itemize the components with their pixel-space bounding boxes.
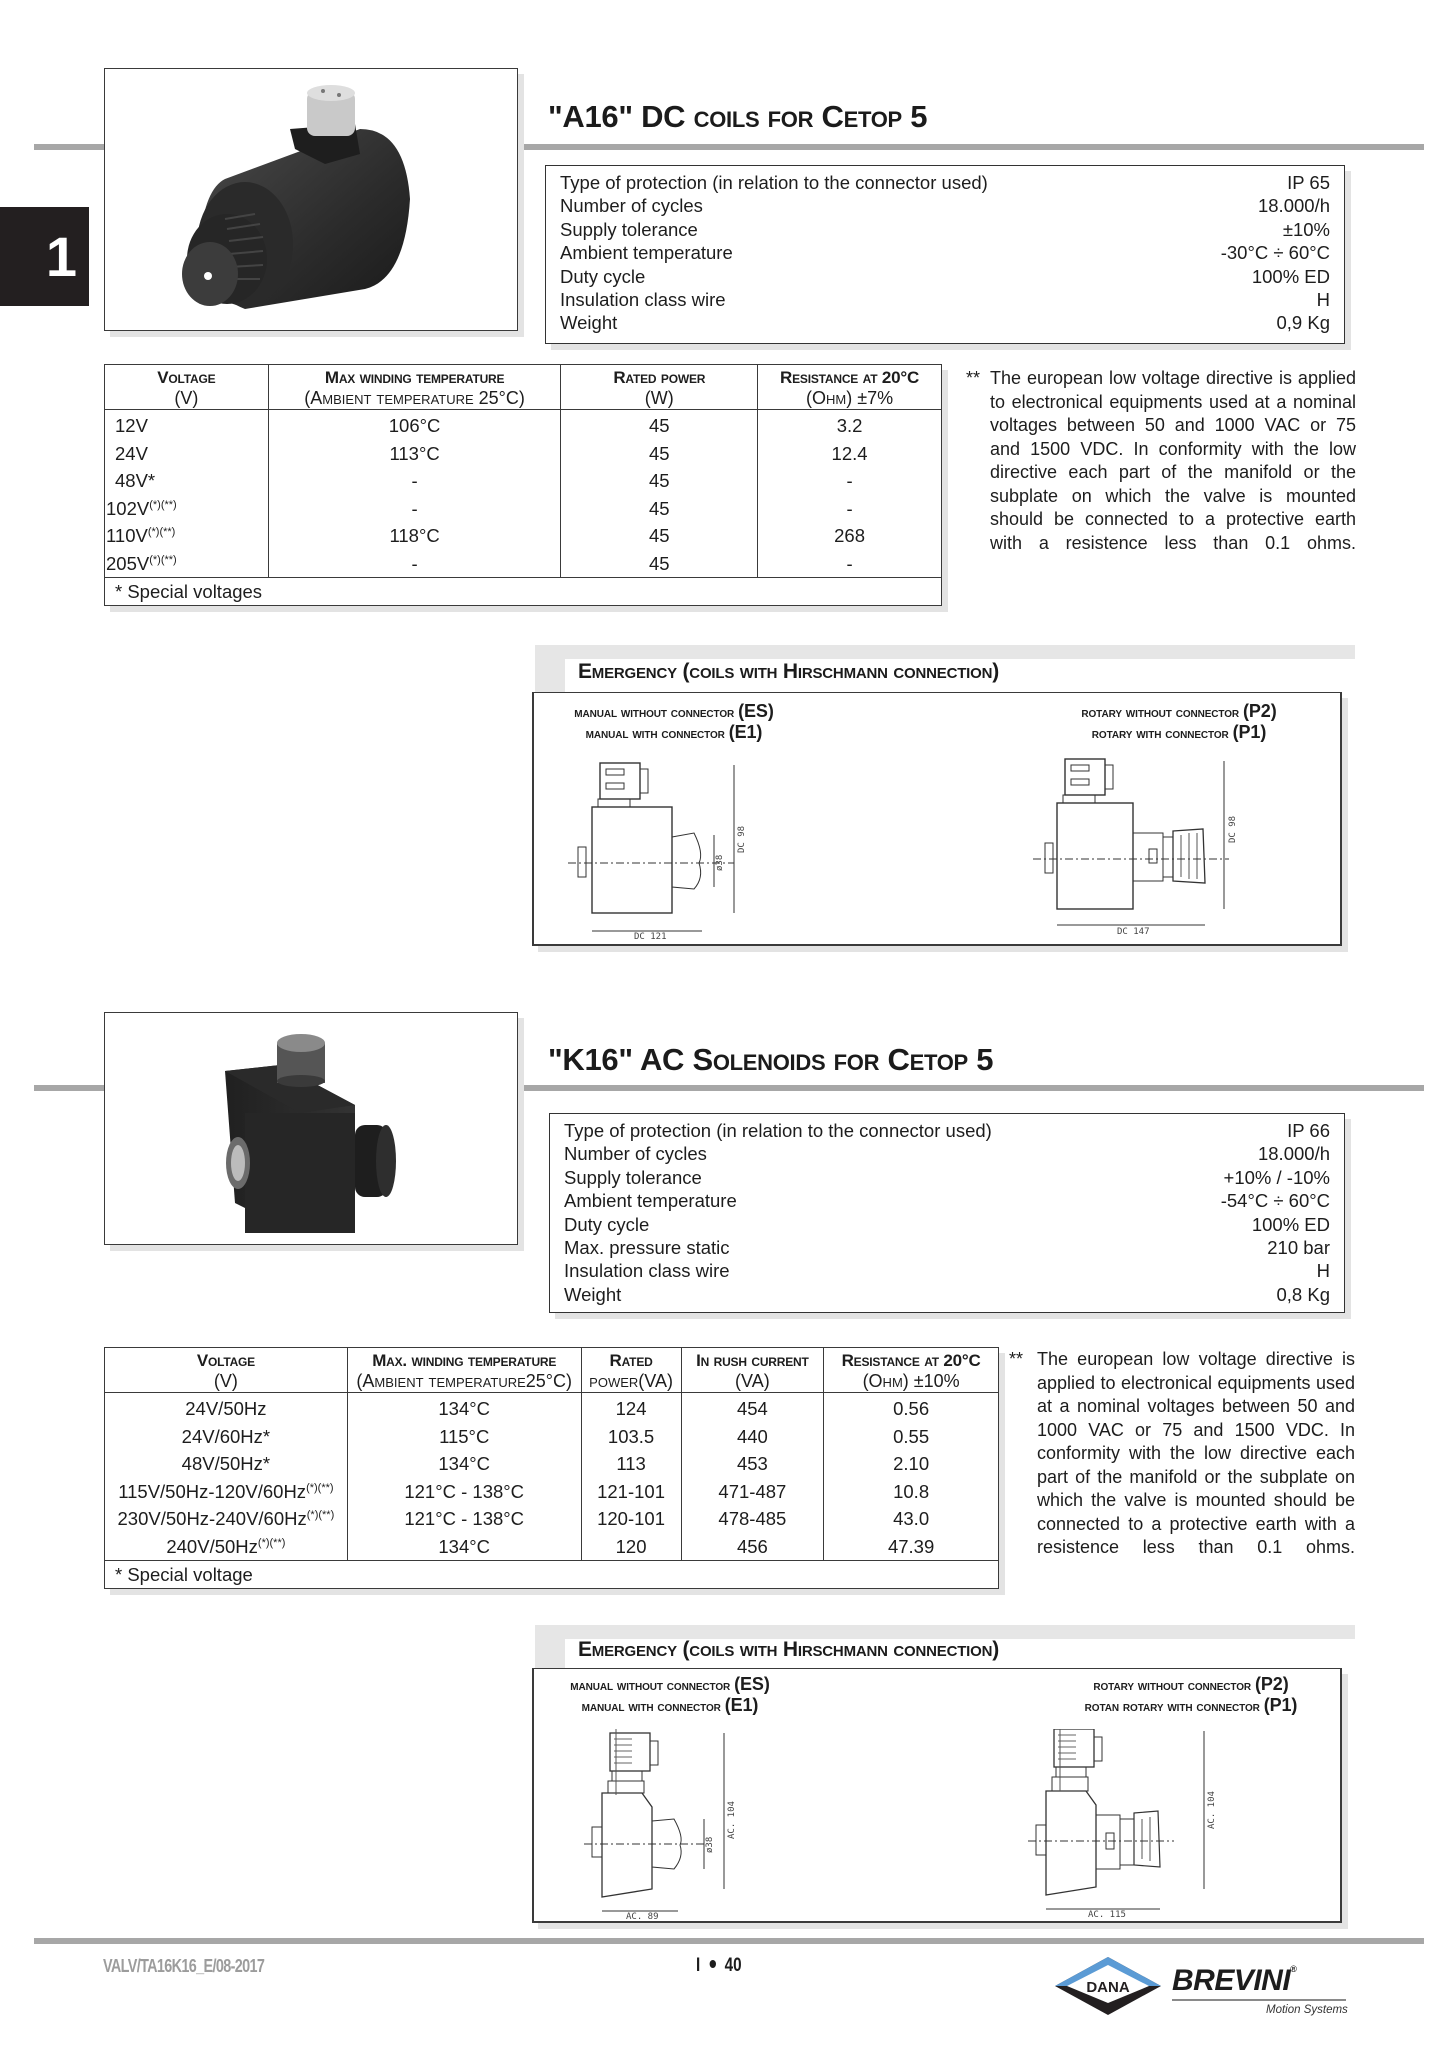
table-row: [105, 1423, 999, 1451]
column-header-unit: (Ambient temperature 25°C): [304, 388, 525, 408]
cell-voltage: [105, 1478, 348, 1506]
footer-rule: [34, 1938, 1424, 1944]
spec-row: [560, 218, 1330, 241]
inrush-value: 454: [736, 1398, 768, 1419]
k16-title-type: AC: [639, 1042, 685, 1077]
voltage-value: 115V/50Hz-120V/60Hz: [118, 1480, 307, 1502]
cell-temp: [347, 1533, 581, 1561]
column-header-title: Rated power: [613, 368, 706, 387]
voltage-value: 12V: [115, 415, 148, 436]
page-number-value: 40: [724, 1955, 742, 1976]
spec-label: Weight: [564, 1283, 622, 1305]
table-header-row: [105, 365, 942, 410]
column-header: [268, 365, 561, 410]
a16-right-caption: [1064, 701, 1294, 743]
spec-row: [564, 1166, 1330, 1189]
spec-label: Max. pressure static: [564, 1237, 730, 1259]
power-value: 120: [615, 1535, 647, 1557]
cell-inrush: [681, 1533, 824, 1561]
caption-code: (P2): [1255, 1674, 1289, 1694]
a16-title-cetop: Cetop 5: [821, 99, 928, 134]
column-header-unit: (W): [644, 388, 674, 408]
dim-height: AC. 104: [727, 1801, 737, 1839]
caption-text: manual without connector: [574, 705, 735, 721]
spec-label: Insulation class wire: [564, 1260, 730, 1282]
cell-power: [581, 1505, 681, 1533]
resistance-value: -: [846, 470, 853, 491]
document-code: VALV/TA16K16_E/08-2017: [103, 1956, 265, 1976]
spec-row: [564, 1119, 1330, 1142]
dim-diameter: ø38: [715, 854, 725, 871]
note-text: The european low voltage directive is applied to electronical equipments used at a nominal voltages between 50 and 1000 VAC or 75 and 1500 VDC. In conformity with the low directive each part of the manifold or the subplate on which the valve is mounted should be connected to a protective earth with a resistence less than 0.1 ohms.: [1037, 1349, 1355, 1557]
voltage-value: 24V/60Hz*: [181, 1425, 271, 1447]
dim-diameter: ø38: [705, 1836, 715, 1853]
table-row: [105, 1505, 999, 1533]
spec-row: [564, 1189, 1330, 1212]
cell-voltage: [105, 1450, 348, 1478]
cell-temp: [268, 522, 561, 550]
cell-inrush: [681, 1450, 824, 1478]
a16-manual-emergency-drawing: [554, 753, 764, 943]
spec-row: [564, 1142, 1330, 1165]
inrush-value: 440: [736, 1425, 768, 1447]
logo-divider: [1172, 1999, 1346, 2001]
column-header-title: Resistance at 20°C: [841, 1351, 981, 1370]
spec-label: Duty cycle: [560, 265, 646, 287]
registered-mark: ®: [1290, 1964, 1297, 1974]
caption-code: (E1): [724, 1695, 759, 1715]
resistance-value: 0.56: [893, 1398, 930, 1419]
temp-value: -: [411, 552, 418, 574]
voltage-value: 48V*: [115, 470, 156, 491]
spec-value: ±10%: [1282, 218, 1330, 240]
emergency-band-left: [535, 659, 565, 694]
caption-code: (P2): [1243, 701, 1277, 721]
resistance-value: 12.4: [831, 442, 868, 464]
temp-value: 134°C: [438, 1535, 491, 1557]
cell-resistance: [758, 440, 942, 468]
spec-row: [560, 171, 1330, 194]
dim-height: AC. 104: [1207, 1791, 1217, 1829]
spec-label: Type of protection (in relation to the connector used): [560, 172, 988, 193]
dim-length: AC. 89: [626, 1912, 659, 1922]
a16-left-caption: [574, 701, 774, 743]
k16-rotary-emergency-drawing: [1014, 1729, 1274, 1924]
column-header: [105, 1348, 348, 1393]
resistance-value: 10.8: [893, 1480, 930, 1502]
temp-value: -: [411, 497, 418, 519]
spec-row: [564, 1259, 1330, 1282]
page-bullet-icon: [709, 1960, 715, 1968]
column-header-title: Max winding temperature: [324, 368, 505, 387]
power-value: 45: [649, 415, 670, 436]
k16-solenoid-photo: [104, 1012, 518, 1245]
cell-inrush: [681, 1423, 824, 1451]
column-header: [105, 365, 269, 410]
dim-height: DC 98: [737, 825, 747, 853]
cell-temp: [347, 1478, 581, 1506]
resistance-value: 3.2: [836, 415, 863, 436]
cell-resistance: [758, 467, 942, 495]
cell-resistance: [758, 550, 942, 578]
column-header-unit: (V): [213, 1371, 238, 1391]
k16-emergency-box: [532, 1668, 1342, 1923]
cell-resistance: [824, 1423, 999, 1451]
power-value: 121-101: [597, 1480, 666, 1502]
k16-table-footnote: * Special voltage: [105, 1561, 999, 1589]
power-value: 113: [616, 1453, 646, 1474]
dana-text: DANA: [1086, 1979, 1130, 1996]
column-header-title: Voltage: [157, 368, 216, 387]
voltage-value: 24V: [115, 442, 148, 464]
inrush-value: 471-487: [718, 1480, 787, 1502]
resistance-value: 2.10: [893, 1453, 930, 1474]
spec-value: H: [1316, 289, 1330, 311]
resistance-value: 0.55: [893, 1425, 930, 1447]
power-value: 45: [649, 442, 670, 464]
table-row: [105, 1478, 999, 1506]
inrush-value: 456: [736, 1535, 768, 1557]
spec-row: [564, 1236, 1330, 1259]
column-header-unit: (Ohm) ±7%: [806, 388, 894, 408]
column-header: [681, 1348, 824, 1393]
caption-text: rotary with connector: [1091, 726, 1229, 742]
cell-inrush: [681, 1505, 824, 1533]
cell-power: [561, 495, 758, 523]
table-row: [105, 1450, 999, 1478]
column-header: [824, 1348, 999, 1393]
cell-resistance: [758, 522, 942, 550]
dim-height: DC 98: [1228, 815, 1238, 843]
cell-resistance: [824, 1450, 999, 1478]
voltage-value: 48V/50Hz*: [181, 1453, 271, 1474]
cell-temp: [268, 495, 561, 523]
resistance-value: 268: [834, 525, 865, 546]
temp-value: 121°C - 138°C: [404, 1508, 525, 1529]
a16-coil-image: [105, 69, 518, 331]
resistance-value: 47.39: [887, 1535, 935, 1557]
footnote-marker: (*)(**): [147, 526, 176, 538]
cell-power: [561, 550, 758, 578]
k16-manual-emergency-drawing: [574, 1729, 774, 1924]
spec-label: Number of cycles: [560, 195, 703, 217]
voltage-value: 240V/50Hz: [166, 1535, 258, 1557]
temp-value: 118°C: [389, 525, 440, 546]
table-row: [105, 1533, 999, 1561]
dim-length: DC 121: [634, 932, 667, 942]
cell-temp: [347, 1393, 581, 1423]
table-row: [105, 522, 942, 550]
table-header-row: [105, 1348, 999, 1393]
section-rule-left: [34, 1085, 106, 1091]
k16-right-caption: [1046, 1674, 1336, 1716]
cell-temp: [347, 1450, 581, 1478]
cell-power: [581, 1533, 681, 1561]
cell-voltage: [105, 1505, 348, 1533]
temp-value: 134°C: [438, 1453, 491, 1474]
spec-label: Type of protection (in relation to the connector used): [564, 1120, 992, 1141]
spec-value: 18.000/h: [1257, 1143, 1330, 1165]
table-row: [105, 410, 942, 440]
cell-inrush: [681, 1393, 824, 1423]
a16-title-model: "A16": [548, 99, 633, 134]
column-header-title: Rated: [609, 1351, 653, 1370]
k16-voltage-table: [104, 1347, 999, 1589]
section-rule-right: [524, 144, 1424, 150]
a16-spec-box: [545, 165, 1345, 344]
spec-label: Ambient temperature: [560, 242, 733, 264]
power-value: 45: [649, 470, 670, 491]
spec-value: IP 65: [1287, 172, 1330, 193]
caption-text: rotary without connector: [1081, 705, 1240, 721]
cell-voltage: [105, 1393, 348, 1423]
cell-power: [561, 410, 758, 440]
page-number: [696, 1955, 742, 1977]
spec-label: Supply tolerance: [564, 1166, 702, 1188]
caption-text: rotary without connector: [1093, 1678, 1252, 1694]
k16-title-model: "K16": [548, 1042, 633, 1077]
resistance-value: -: [846, 497, 853, 519]
power-value: 124: [615, 1398, 647, 1419]
table-row: [105, 440, 942, 468]
cell-voltage: [105, 1533, 348, 1561]
table-row: [105, 467, 942, 495]
caption-code: (P1): [1263, 1695, 1298, 1715]
footnote-marker: (*)(**): [306, 1481, 334, 1494]
spec-row: [564, 1213, 1330, 1236]
temp-value: 106°C: [388, 415, 441, 436]
cell-temp: [347, 1505, 581, 1533]
a16-rotary-emergency-drawing: [1019, 753, 1269, 943]
cell-power: [581, 1423, 681, 1451]
emergency-band: [535, 645, 1355, 659]
brevini-logo: [1172, 1964, 1296, 1998]
cell-resistance: [758, 495, 942, 523]
a16-voltage-table: [104, 364, 942, 606]
column-header-title: In rush current: [696, 1351, 809, 1370]
cell-voltage: [105, 440, 269, 468]
section-rule-right: [524, 1085, 1424, 1091]
section-rule-left: [34, 144, 106, 150]
caption-code: (ES): [734, 1674, 770, 1694]
note-marker: **: [966, 368, 981, 388]
k16-spec-box: [549, 1113, 1345, 1313]
a16-emergency-title: Emergency (coils with Hirschmann connection): [578, 660, 1000, 683]
footnote-marker: (*)(**): [149, 553, 177, 566]
cell-resistance: [824, 1393, 999, 1423]
k16-title-for: Solenoids for: [692, 1042, 880, 1077]
cell-power: [561, 440, 758, 468]
spec-value: -54°C ÷ 60°C: [1220, 1190, 1330, 1212]
a16-title: [548, 99, 927, 135]
spec-label: Weight: [560, 312, 618, 334]
inrush-value: 478-485: [718, 1508, 787, 1529]
footnote-marker: (*)(**): [149, 498, 177, 511]
footnote-marker: (*)(**): [306, 1509, 335, 1521]
power-value: 45: [649, 497, 670, 519]
cell-resistance: [758, 410, 942, 440]
caption-text: manual with connector: [581, 1699, 721, 1715]
cell-inrush: [681, 1478, 824, 1506]
k16-directive-note: [1009, 1348, 1355, 1560]
caption-code: (E1): [728, 722, 763, 742]
spec-row: [560, 265, 1330, 288]
column-header: [347, 1348, 581, 1393]
spec-row: [560, 288, 1330, 311]
caption-code: (ES): [738, 701, 774, 721]
inrush-value: 453: [736, 1453, 768, 1474]
logo-tagline: Motion Systems: [1266, 2004, 1348, 2016]
caption-code: (P1): [1232, 722, 1267, 742]
temp-value: 115°C: [439, 1425, 490, 1447]
resistance-value: -: [846, 552, 853, 574]
cell-power: [561, 467, 758, 495]
temp-value: -: [411, 470, 418, 491]
dim-length: AC. 115: [1088, 1910, 1126, 1920]
cell-voltage: [105, 1423, 348, 1451]
cell-temp: [268, 550, 561, 578]
voltage-value: 102V: [106, 497, 150, 519]
spec-value: 100% ED: [1251, 265, 1330, 287]
k16-title-cetop: Cetop 5: [887, 1042, 994, 1077]
column-header: [581, 1348, 681, 1393]
power-value: 120-101: [597, 1508, 666, 1529]
table-row: [105, 495, 942, 523]
column-header-title: Resistance at 20°C: [780, 368, 920, 387]
spec-value: 100% ED: [1251, 1213, 1330, 1235]
cell-power: [581, 1393, 681, 1423]
column-header: [561, 365, 758, 410]
cell-resistance: [824, 1533, 999, 1561]
cell-temp: [268, 440, 561, 468]
column-header-unit: (VA): [735, 1371, 770, 1391]
spec-row: [560, 311, 1330, 334]
voltage-value: 230V/50Hz-240V/60Hz: [117, 1508, 307, 1529]
dana-logo: [1055, 1957, 1161, 2015]
table-row: [105, 1393, 999, 1423]
voltage-value: 24V/50Hz: [185, 1398, 267, 1419]
temp-value: 113°C: [389, 442, 440, 464]
k16-title: [548, 1042, 993, 1078]
temp-value: 121°C - 138°C: [404, 1480, 525, 1502]
spec-label: Number of cycles: [564, 1143, 707, 1165]
column-header-unit: power(VA): [589, 1371, 673, 1391]
cell-temp: [347, 1423, 581, 1451]
cell-temp: [268, 467, 561, 495]
power-value: 45: [649, 552, 670, 574]
spec-value: 210 bar: [1267, 1237, 1330, 1259]
note-text: The european low voltage directive is applied to electronical equipments used at a nominal voltages between 50 and 1000 VAC or 75 and 1500 VDC. In conformity with the low directive each part of the manifold or the subplate on which the valve is mounted should be connected to a protective earth with a resistence less than 0.1 ohms.: [990, 368, 1356, 553]
k16-emergency-title: Emergency (coils with Hirschmann connection): [578, 1638, 1000, 1661]
temp-value: 134°C: [438, 1398, 491, 1419]
cell-voltage: [105, 495, 269, 523]
cell-resistance: [824, 1505, 999, 1533]
cell-power: [561, 522, 758, 550]
spec-value: 0,9 Kg: [1276, 312, 1330, 334]
resistance-value: 43.0: [893, 1508, 930, 1529]
spec-label: Duty cycle: [564, 1213, 650, 1235]
cell-power: [581, 1450, 681, 1478]
column-header-title: Max. winding temperature: [372, 1351, 557, 1370]
cell-voltage: [105, 410, 269, 440]
spec-value: 18.000/h: [1257, 195, 1330, 217]
power-value: 103.5: [607, 1425, 655, 1447]
column-header-unit: (Ohm) ±10%: [862, 1371, 960, 1391]
power-value: 45: [649, 525, 670, 546]
footnote-marker: (*)(**): [257, 1536, 286, 1549]
spec-row: [560, 194, 1330, 217]
emergency-band-left: [535, 1639, 565, 1669]
spec-label: Supply tolerance: [560, 218, 698, 240]
cell-voltage: [105, 550, 269, 578]
spec-value: -30°C ÷ 60°C: [1220, 242, 1330, 264]
a16-title-type: DC: [641, 99, 686, 134]
cell-resistance: [824, 1478, 999, 1506]
column-header-unit: (Ambient temperature25°C): [356, 1371, 572, 1391]
emergency-band: [535, 1625, 1355, 1639]
spec-value: IP 66: [1287, 1120, 1330, 1141]
note-marker: **: [1009, 1349, 1024, 1369]
a16-coil-photo: [104, 68, 518, 331]
dim-length: DC 147: [1117, 927, 1150, 937]
cell-voltage: [105, 467, 269, 495]
spec-row: [564, 1283, 1330, 1306]
voltage-value: 110V: [106, 525, 148, 546]
spec-label: Ambient temperature: [564, 1190, 737, 1212]
table-row: [105, 550, 942, 578]
k16-solenoid-image: [105, 1013, 518, 1245]
cell-temp: [268, 410, 561, 440]
spec-value: H: [1316, 1260, 1330, 1282]
k16-left-caption: [570, 1674, 770, 1716]
spec-row: [560, 241, 1330, 264]
cell-voltage: [105, 522, 269, 550]
spec-value: +10% / -10%: [1223, 1166, 1330, 1188]
cell-power: [581, 1478, 681, 1506]
a16-emergency-box: [532, 692, 1342, 946]
spec-label: Insulation class wire: [560, 289, 726, 311]
caption-text: rotan rotary with connector: [1084, 1699, 1260, 1715]
caption-text: manual with connector: [585, 726, 725, 742]
voltage-value: 205V: [106, 552, 150, 574]
caption-text: manual without connector: [570, 1678, 731, 1694]
page-prefix: I: [696, 1955, 701, 1976]
column-header-unit: (V): [174, 388, 199, 408]
a16-directive-note: [966, 367, 1356, 555]
dana-diamond-icon: [1055, 1957, 1161, 2015]
spec-value: 0,8 Kg: [1276, 1283, 1330, 1305]
a16-title-for: coils for: [693, 99, 814, 134]
column-header: [758, 365, 942, 410]
section-tab: 1: [0, 207, 89, 306]
brevini-text: BREVINI: [1172, 1964, 1291, 1997]
a16-table-footnote: * Special voltages: [105, 578, 942, 606]
column-header-title: Voltage: [196, 1351, 255, 1370]
